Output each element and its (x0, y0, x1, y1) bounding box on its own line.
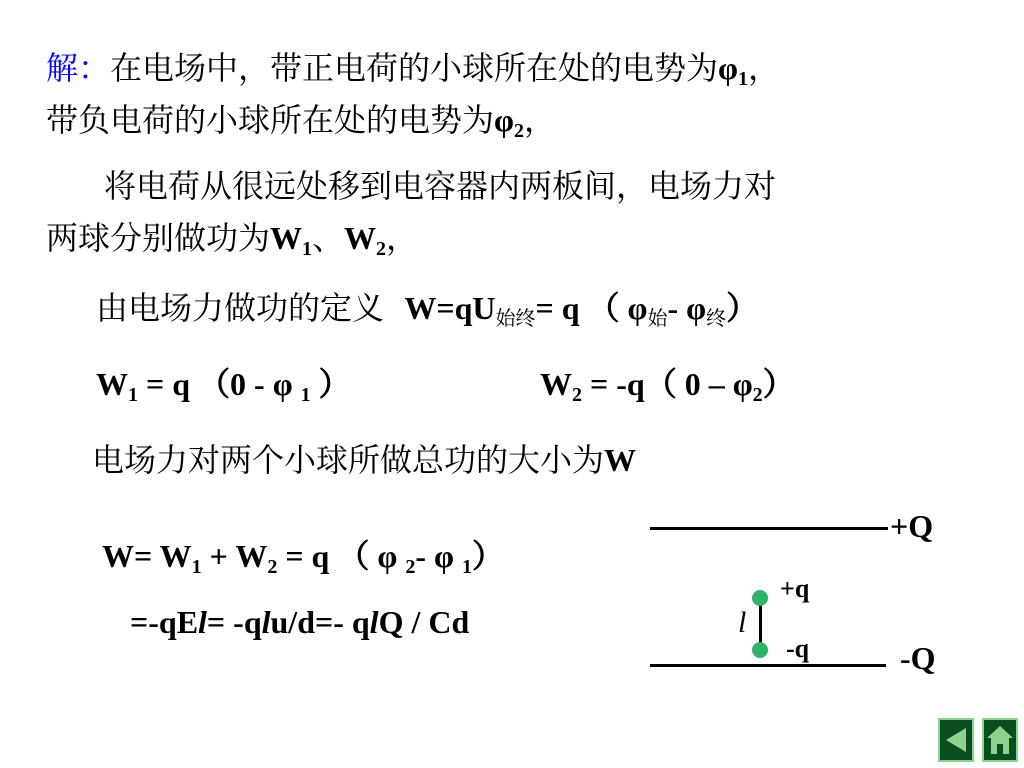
line-3: 将电荷从很远处移到电容器内两板间，电场力对 (104, 167, 777, 205)
negative-charge (752, 642, 768, 658)
home-button[interactable] (982, 718, 1018, 762)
negative-charge-label: -q (786, 634, 810, 663)
top-plate (650, 527, 888, 530)
length-label: l (738, 606, 747, 639)
home-icon (984, 720, 1016, 760)
total-work-line: 电场力对两个小球所做总功的大小为W (92, 441, 637, 479)
top-plate-label: +Q (890, 508, 934, 544)
back-button[interactable] (938, 718, 974, 762)
work-definition-line: 由电场力做功的定义 $W=qU_{始终}= q$ （ $\varphi_始-$ $\varphi_终$） (96, 289, 759, 330)
bottom-plate (650, 664, 886, 667)
w1-equation: $W_1 = q$ （0 - φ $_1$ ） (96, 366, 351, 406)
positive-charge (752, 590, 768, 606)
line-2: 带负电荷的小球所在处的电势为$\varphi_2$， (46, 101, 556, 142)
bottom-plate-label: -Q (900, 640, 936, 676)
back-arrow-icon (940, 720, 972, 760)
positive-charge-label: +q (780, 574, 810, 603)
line-4: 两球分别做功为$W_1$、$W_2$， (46, 219, 419, 260)
total-work-equation: $W= W_1 + W_2 = q$ （ φ $_2$- φ $_1$） (102, 538, 504, 578)
w2-equation: $W_2 = -q$（ $0 - \varphi_2$） (540, 366, 795, 406)
solution-label: 解： (46, 49, 111, 87)
result-equation: =-qEl= -qlu/d=- qlQ / Cd (130, 604, 470, 640)
line-1: 解：在电场中，带正电荷的小球所在处的电势为$\varphi_1$， (46, 49, 781, 90)
